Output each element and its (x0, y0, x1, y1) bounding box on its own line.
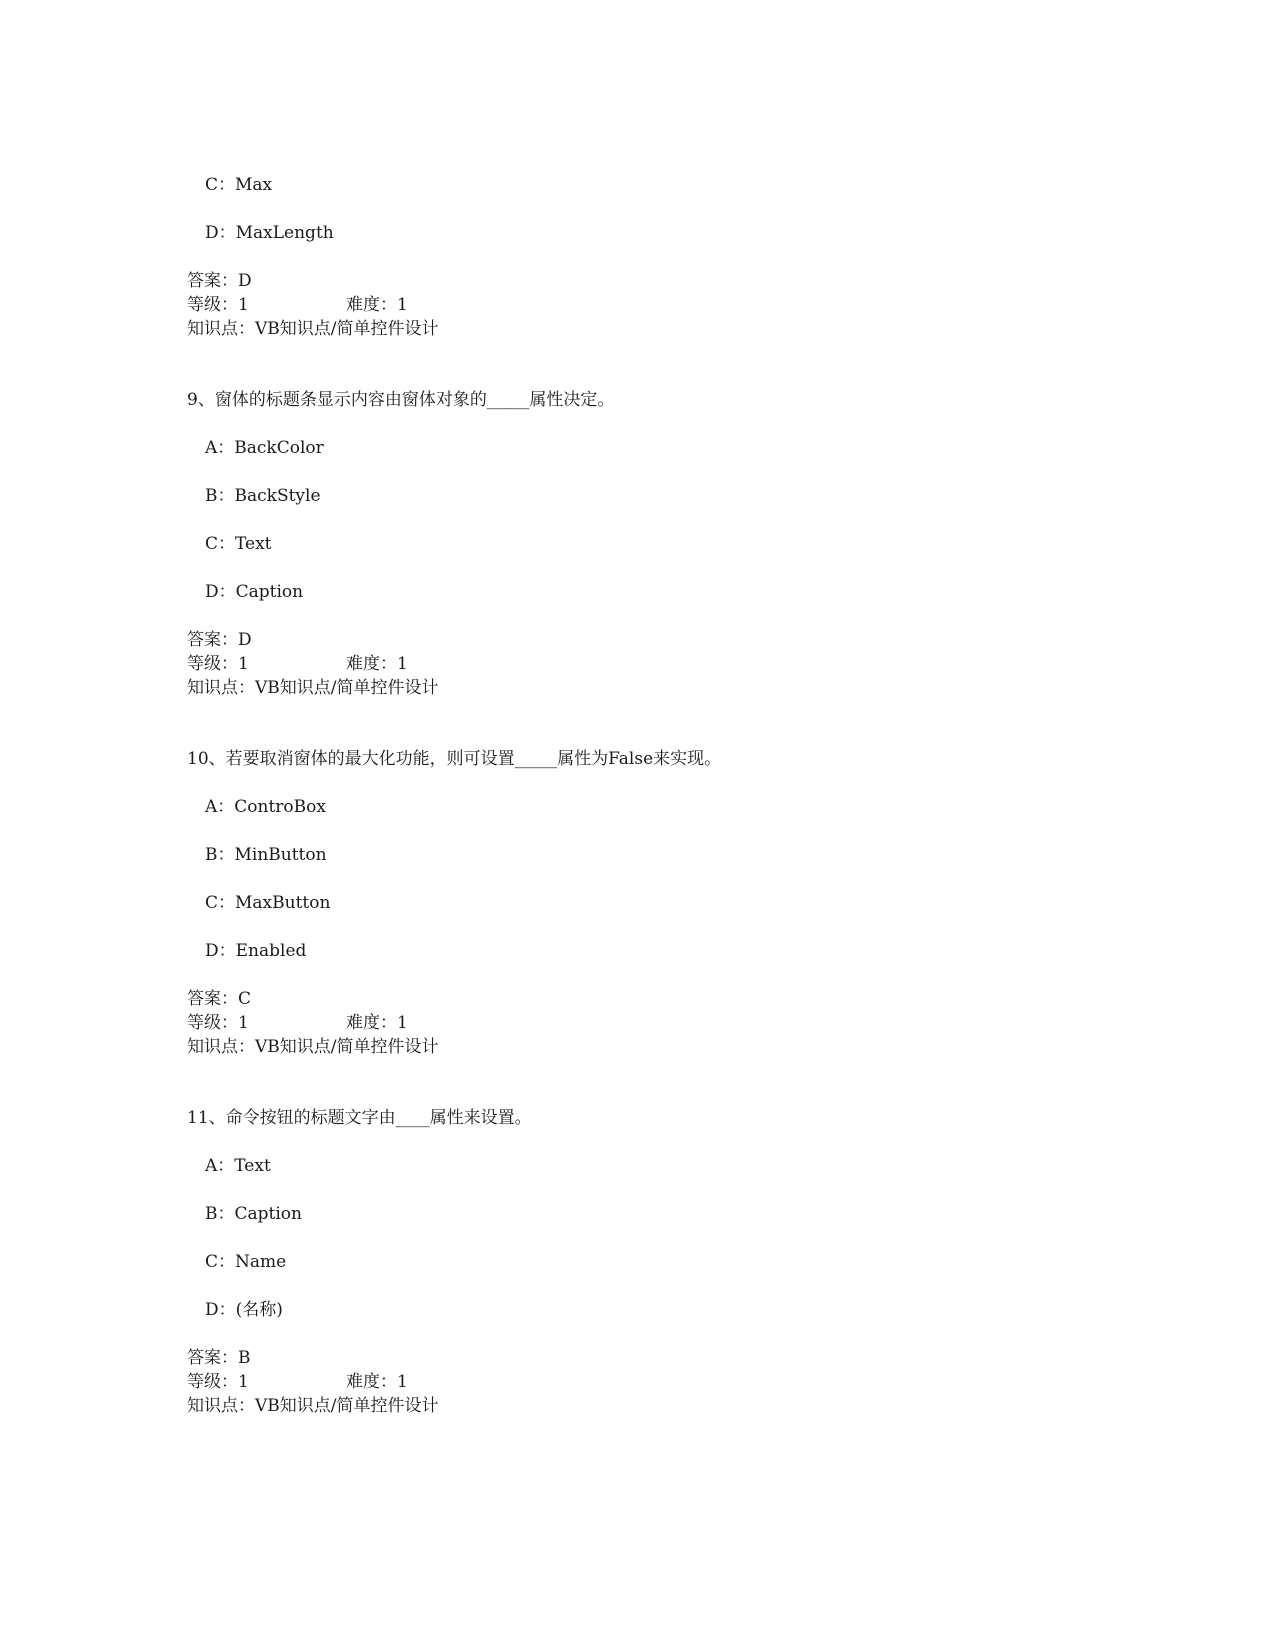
option-b: B：MinButton (205, 845, 327, 865)
knowledge-point-text: 知识点：VB知识点/简单控件设计 (187, 319, 439, 339)
option-c: C：Name (205, 1252, 287, 1272)
answer-text: 答案：B (187, 1348, 251, 1368)
option-c: C：Text (205, 534, 272, 554)
option-c: C：Max (205, 175, 273, 195)
option-a: A：BackColor (205, 438, 324, 458)
answer-text: 答案：D (187, 630, 252, 650)
question-stem: 11、命令按钮的标题文字由____属性来设置。 (187, 1108, 532, 1128)
level-text: 等级：1 (187, 1372, 249, 1392)
option-a: A：Text (205, 1156, 271, 1176)
level-text: 等级：1 (187, 654, 249, 674)
answer-text: 答案：C (187, 989, 252, 1009)
option-a: A：ControBox (205, 797, 326, 817)
option-d: D：Caption (205, 582, 304, 602)
difficulty-text: 难度：1 (346, 654, 408, 674)
answer-text: 答案：D (187, 271, 252, 291)
knowledge-point-text: 知识点：VB知识点/简单控件设计 (187, 1037, 439, 1057)
knowledge-point-text: 知识点：VB知识点/简单控件设计 (187, 678, 439, 698)
level-text: 等级：1 (187, 1013, 249, 1033)
level-text: 等级：1 (187, 295, 249, 315)
option-d: D：MaxLength (205, 223, 334, 243)
difficulty-text: 难度：1 (346, 1372, 408, 1392)
option-b: B：Caption (205, 1204, 302, 1224)
option-c: C：MaxButton (205, 893, 331, 913)
option-d: D：(名称) (205, 1300, 283, 1320)
option-d: D：Enabled (205, 941, 307, 961)
question-stem: 10、若要取消窗体的最大化功能，则可设置_____属性为False来实现。 (187, 749, 722, 769)
question-stem: 9、窗体的标题条显示内容由窗体对象的_____属性决定。 (187, 390, 615, 410)
difficulty-text: 难度：1 (346, 1013, 408, 1033)
knowledge-point-text: 知识点：VB知识点/简单控件设计 (187, 1396, 439, 1416)
option-b: B：BackStyle (205, 486, 321, 506)
difficulty-text: 难度：1 (346, 295, 408, 315)
